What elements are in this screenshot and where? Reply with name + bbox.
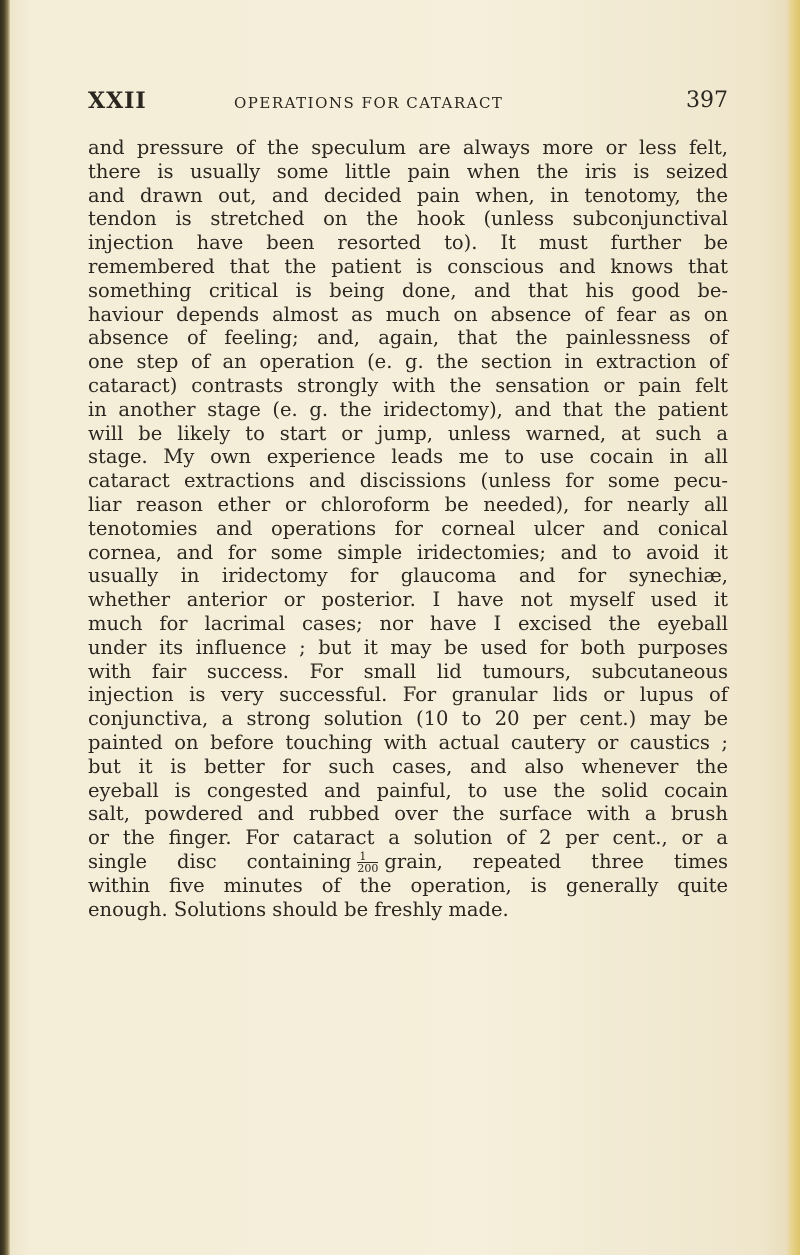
text-line: in another stage (e. g. the iridectomy), and that the patient	[88, 397, 728, 421]
text-line: cataract) contrasts strongly with the sensation or pain felt	[88, 373, 728, 397]
text-line: tendon is stretched on the hook (unless subconjunctival	[88, 207, 728, 231]
fraction	[357, 851, 378, 874]
text-line-last: enough. Solutions should be freshly made.	[88, 897, 509, 921]
page-fore-edge	[786, 0, 800, 1255]
text-line: liar reason ether or chloroform be needed), for nearly all	[88, 492, 728, 516]
text-line: will be likely to start or jump, unless warned, at such a	[88, 421, 728, 445]
text-line: injection have been resorted to). It must further be	[88, 231, 728, 255]
text-line: remembered that the patient is conscious and knows that	[88, 254, 728, 278]
text-line: eyeball is congested and painful, to use the solid cocain	[88, 778, 728, 802]
text-line: cornea, and for some simple iridectomies; and to avoid it	[88, 540, 728, 564]
fraction-line-after: grain, repeated three times	[384, 849, 728, 873]
fraction-line-before: single disc containing	[88, 849, 352, 873]
text-line-with-fraction	[88, 850, 728, 874]
text-line: there is usually some little pain when the iris is seized	[88, 159, 728, 183]
text-line: stage. My own experience leads me to use cocain in all	[88, 445, 728, 469]
text-line: injection is very successful. For granular lids or lupus of	[88, 683, 728, 707]
text-line: something critical is being done, and that his good be-	[88, 278, 728, 302]
running-title: OPERATIONS FOR CATARACT	[234, 94, 504, 112]
running-header	[88, 88, 728, 120]
text-line: or the finger. For cataract a solution of 2 per cent., or a	[88, 826, 728, 850]
text-line: with fair success. For small lid tumours, subcutaneous	[88, 659, 728, 683]
text-line: but it is better for such cases, and also whenever the	[88, 754, 728, 778]
text-line: painted on before touching with actual cautery or caustics ;	[88, 730, 728, 754]
text-line: and pressure of the speculum are always more or less felt,	[88, 136, 728, 159]
text-line: and drawn out, and decided pain when, in tenotomy, the	[88, 183, 728, 207]
body-paragraph	[88, 136, 728, 921]
chapter-number: XXII	[88, 88, 147, 114]
text-line: under its influence ; but it may be used for both purposes	[88, 635, 728, 659]
fraction-numerator: 1	[357, 851, 378, 863]
text-line: tenotomies and operations for corneal ulcer and conical	[88, 516, 728, 540]
page-number: 397	[686, 88, 728, 113]
text-line: salt, powdered and rubbed over the surface with a brush	[88, 802, 728, 826]
text-line: absence of feeling; and, again, that the painlessness of	[88, 326, 728, 350]
text-line: one step of an operation (e. g. the section in extraction of	[88, 350, 728, 374]
fraction-denominator: 200	[357, 861, 379, 875]
text-line: conjunctiva, a strong solution (10 to 20 per cent.) may be	[88, 707, 728, 731]
text-line: usually in iridectomy for glaucoma and for synechiæ,	[88, 564, 728, 588]
page-binding-edge	[0, 0, 10, 1255]
text-line: cataract extractions and discissions (unless for some pecu-	[88, 469, 728, 493]
text-line: haviour depends almost as much on absence of fear as on	[88, 302, 728, 326]
text-line: much for lacrimal cases; nor have I excised the eyeball	[88, 611, 728, 635]
text-line: whether anterior or posterior. I have not myself used it	[88, 588, 728, 612]
text-line: within five minutes of the operation, is generally quite	[88, 873, 728, 897]
